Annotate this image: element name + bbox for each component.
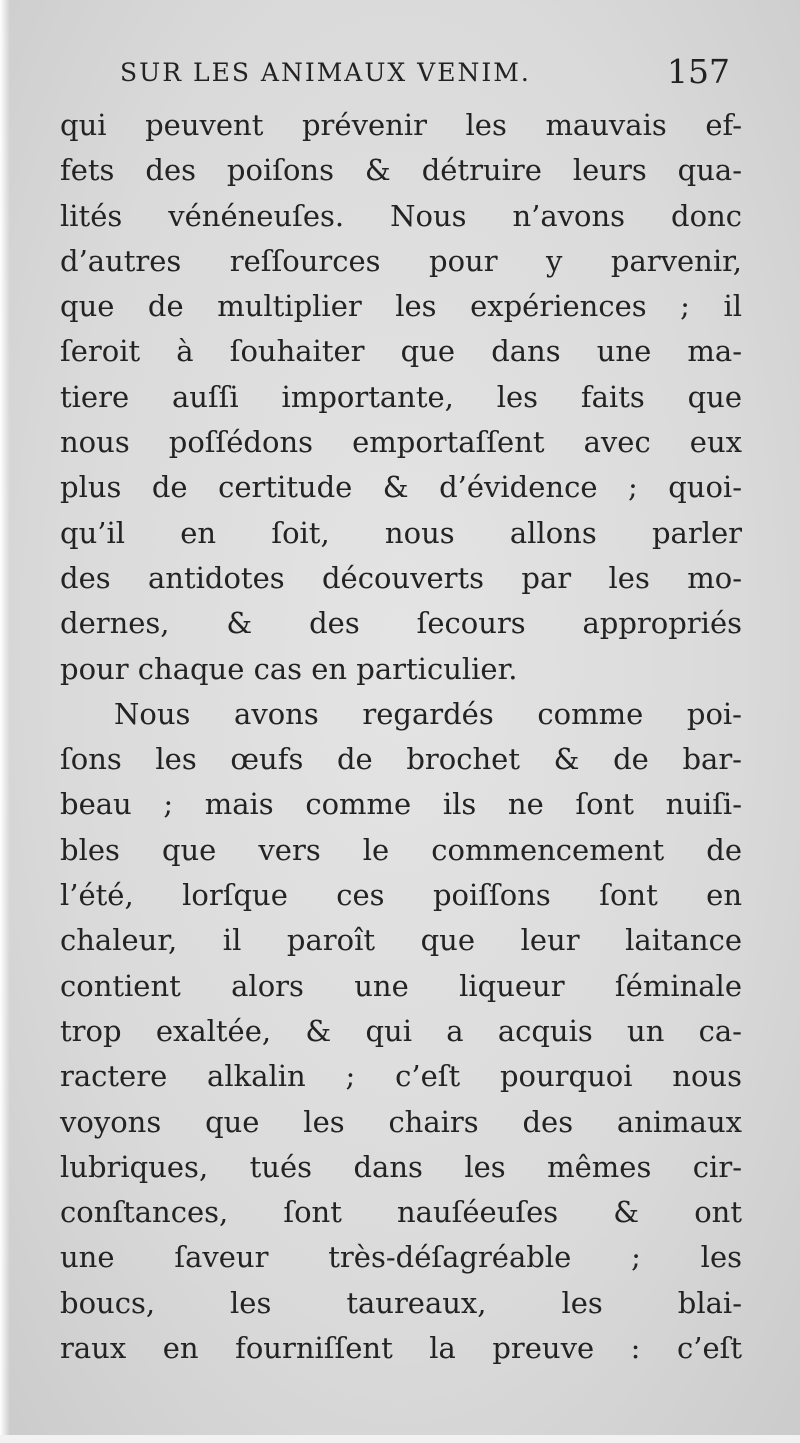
text-line: lités vénéneuſes. Nous n’avons donc [60, 198, 742, 233]
text-line: trop exaltée, & qui a acquis un ca- [60, 1013, 742, 1048]
page-number: 157 [667, 52, 730, 91]
text-line: chaleur, il paroît que leur laitance [60, 923, 742, 958]
body-text [60, 103, 742, 1371]
text-line: pour chaque cas en particulier. [60, 651, 518, 686]
paragraph-2 [60, 692, 742, 1371]
text-line: plus de certitude & d’évidence ; quoi- [60, 470, 742, 505]
text-line: bles que vers le commencement de [60, 832, 742, 867]
running-head: SUR LES ANIMAUX VENIM. [120, 58, 531, 87]
text-line: Nous avons regardés comme poi- [114, 696, 742, 731]
text-line: qu’il en ſoit, nous allons parler [60, 515, 742, 550]
text-line: ractere alkalin ; c’eſt pourquoi nous [60, 1059, 742, 1094]
text-line: contient alors une liqueur ſéminale [60, 968, 742, 1003]
text-line: boucs, les taureaux, les blai- [60, 1285, 742, 1320]
page-left-edge [0, 0, 10, 1443]
text-line: lubriques, tués dans les mêmes cir- [60, 1149, 742, 1184]
text-line: qui peuvent prévenir les mauvais ef- [60, 108, 742, 142]
text-line: d’autres reſſources pour y parvenir, [60, 243, 742, 278]
text-line: raux en fourniſſent la preuve : c’eſt [60, 1331, 742, 1366]
text-line: nous poſſédons emportaſſent avec eux [60, 425, 742, 460]
text-line: beau ; mais comme ils ne ſont nuiſi- [60, 787, 742, 822]
page-bottom-edge [0, 1435, 800, 1443]
text-line: conſtances, ſont nauſéeuſes & ont [60, 1195, 742, 1230]
page-header [120, 52, 730, 102]
text-line: que de multiplier les expériences ; il [60, 289, 742, 324]
text-line: dernes, & des ſecours appropriés [60, 606, 742, 641]
paragraph-1 [60, 103, 742, 692]
text-line: tiere auſſi importante, les faits que [60, 379, 742, 414]
text-line: ſeroit à ſouhaiter que dans une ma- [60, 334, 742, 369]
text-line: l’été, lorſque ces poiſſons ſont en [60, 878, 742, 913]
text-line: ſons les œufs de brochet & de bar- [60, 742, 742, 777]
text-line: fets des poiſons & détruire leurs qua- [60, 153, 742, 188]
text-line: voyons que les chairs des animaux [60, 1104, 742, 1139]
text-line: une ſaveur très-déſagréable ; les [60, 1240, 742, 1275]
text-line: des antidotes découverts par les mo- [60, 560, 742, 595]
